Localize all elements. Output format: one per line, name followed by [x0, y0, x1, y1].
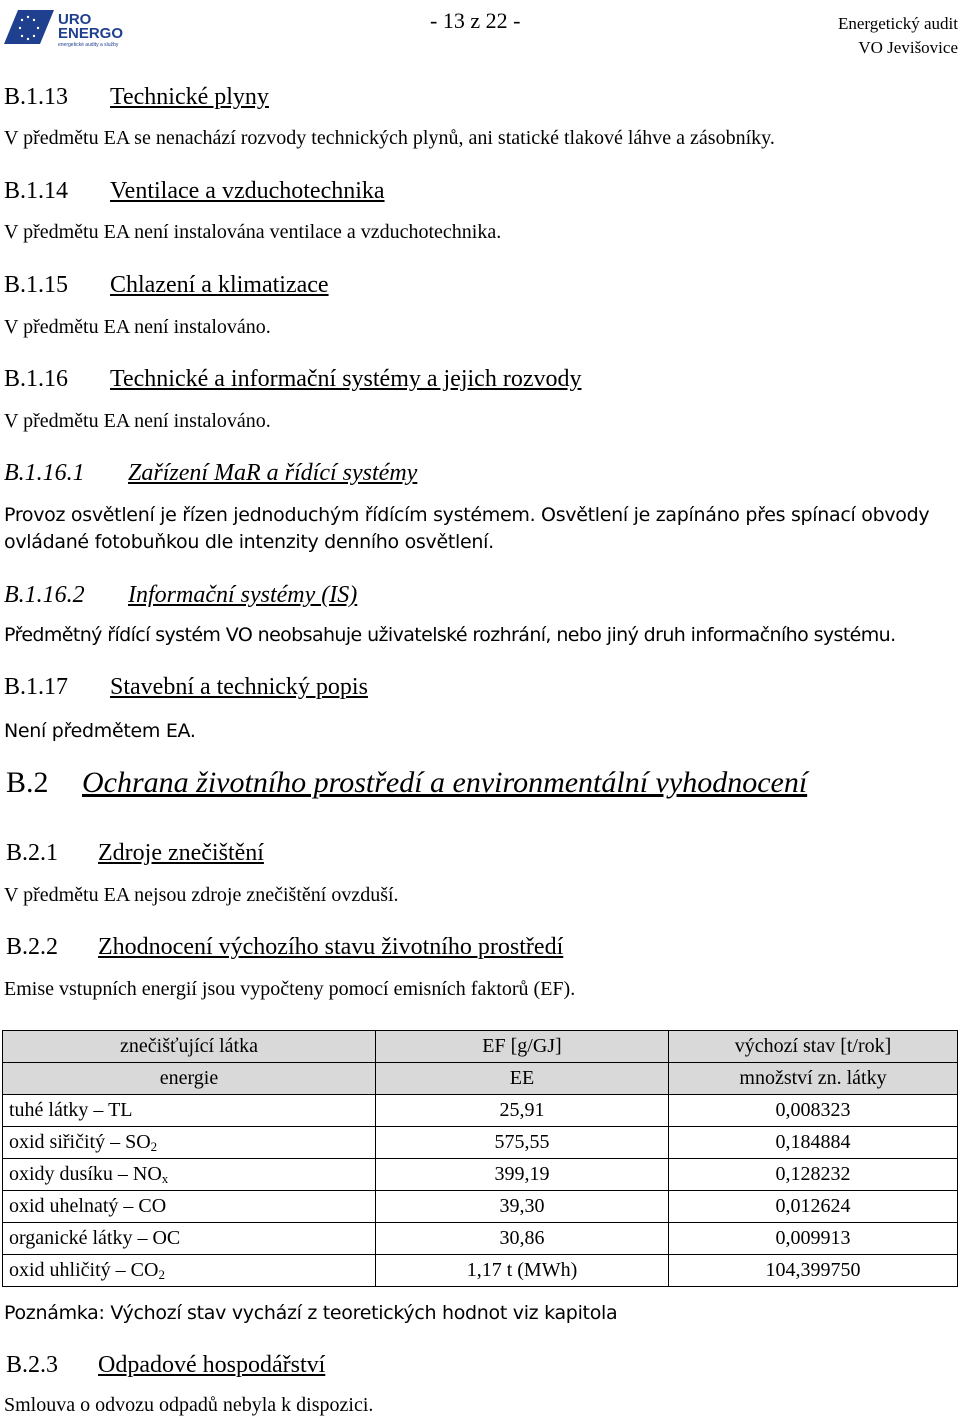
doc-subject: VO Jevišovice: [858, 38, 958, 57]
heading-b-1-16-1: [4, 460, 417, 487]
table-header-cell: znečišťující látka: [3, 1031, 376, 1063]
table-header-cell: EF [g/GJ]: [376, 1031, 669, 1063]
logo-text-1: URO: [58, 11, 92, 28]
logo-tagline: energetické audity a služby: [58, 42, 119, 48]
company-logo: [4, 6, 124, 48]
emission-table: [2, 1030, 958, 1287]
table-cell-ef: 1,17 t (MWh): [376, 1255, 669, 1287]
heading-b-2: [6, 766, 807, 800]
table-cell-ef: 39,30: [376, 1191, 669, 1223]
heading-title: Zdroje znečištění: [98, 840, 264, 866]
paragraph: Smlouva o odvozu odpadů nebyla k dispozici.: [4, 1394, 374, 1416]
table-row: [3, 1095, 958, 1127]
paragraph: V předmětu EA není instalováno.: [4, 316, 271, 338]
table-cell-value: 104,399750: [669, 1255, 958, 1287]
heading-title: Ochrana životního prostředí a environmentální vyhodnocení: [82, 766, 808, 799]
heading-number: B.1.15: [4, 272, 69, 298]
heading-b-2-2: [6, 934, 563, 961]
table-cell-ef: 25,91: [376, 1095, 669, 1127]
heading-number: B.2.1: [6, 840, 59, 866]
table-header-cell: výchozí stav [t/rok]: [669, 1031, 958, 1063]
heading-number: B.2: [6, 766, 49, 799]
heading-title: Technické plyny: [110, 84, 269, 110]
paragraph-line-1: Provoz osvětlení je řízen jednoduchým řídícím systémem. Osvětlení je zapínáno přes spínací obvody: [4, 504, 930, 526]
table-header-row: [3, 1063, 958, 1095]
table-cell-name: organické látky – OC: [3, 1223, 376, 1255]
heading-number: B.2.3: [6, 1352, 59, 1378]
heading-b-2-1: [6, 840, 264, 867]
doc-title: Energetický audit: [837, 14, 958, 33]
table-row: [3, 1223, 958, 1255]
heading-title: Odpadové hospodářství: [98, 1352, 326, 1378]
table-cell-value: 0,012624: [669, 1191, 958, 1223]
heading-b-2-3: [6, 1352, 325, 1379]
table-cell-value: 0,008323: [669, 1095, 958, 1127]
paragraph: Emise vstupních energií jsou vypočteny pomocí emisních faktorů (EF).: [4, 978, 576, 1000]
table-cell-name: oxid uhelnatý – CO: [3, 1191, 376, 1223]
table-row: [3, 1255, 958, 1287]
paragraph: Předmětný řídící systém VO neobsahuje uživatelské rozhrání, nebo jiný druh informačního systému.: [4, 624, 896, 646]
header-right: [838, 12, 958, 60]
table-cell-ef: 399,19: [376, 1159, 669, 1191]
paragraph: Není předmětem EA.: [4, 720, 196, 742]
heading-b-1-16-2: [4, 582, 357, 609]
heading-number: B.1.16.2: [4, 582, 85, 608]
heading-b-1-17: [4, 674, 368, 701]
heading-title: Stavební a technický popis: [110, 674, 368, 700]
table-row: [3, 1159, 958, 1191]
heading-title: Zařízení MaR a řídící systémy: [128, 460, 418, 486]
table-cell-ef: 575,55: [376, 1127, 669, 1159]
paragraph: V předmětu EA se nenachází rozvody technických plynů, ani statické tlakové láhve a zásobníky.: [4, 127, 775, 149]
heading-number: B.2.2: [6, 934, 59, 960]
table-note: Poznámka: Výchozí stav vychází z teoretických hodnot viz kapitola: [4, 1302, 618, 1324]
page-number: - 13 z 22 -: [430, 8, 521, 33]
table-cell-ef: 30,86: [376, 1223, 669, 1255]
heading-b-1-13: [4, 84, 269, 111]
heading-b-1-15: [4, 272, 329, 299]
heading-number: B.1.13: [4, 84, 69, 110]
heading-title: Chlazení a klimatizace: [110, 272, 329, 298]
table-cell-value: 0,128232: [669, 1159, 958, 1191]
paragraph-line-2: ovládané fotobuňkou dle intenzity denního osvětlení.: [4, 531, 494, 553]
table-header-cell: energie: [3, 1063, 376, 1095]
heading-title: Technické a informační systémy a jejich rozvody: [110, 366, 582, 392]
table-cell-value: 0,009913: [669, 1223, 958, 1255]
table-header-cell: množství zn. látky: [669, 1063, 958, 1095]
table-cell-name: oxid uhličitý – $CO_2$: [3, 1255, 376, 1287]
logo-text-2: ENERGO: [58, 25, 124, 42]
heading-number: B.1.17: [4, 674, 69, 700]
table-header-cell: EE: [376, 1063, 669, 1095]
heading-b-1-14: [4, 178, 385, 205]
heading-title: Zhodnocení výchozího stavu životního prostředí: [98, 934, 564, 960]
table-cell-name: oxidy dusíku – $NO_x$: [3, 1159, 376, 1191]
heading-number: B.1.16: [4, 366, 69, 392]
table-row: [3, 1191, 958, 1223]
table-row: [3, 1127, 958, 1159]
table-header-row: [3, 1031, 958, 1063]
heading-number: B.1.14: [4, 178, 69, 204]
heading-b-1-16: [4, 366, 581, 393]
table-cell-name: oxid siřičitý – $SO_2$: [3, 1127, 376, 1159]
table-cell-value: 0,184884: [669, 1127, 958, 1159]
paragraph: V předmětu EA nejsou zdroje znečištění ovzduší.: [4, 884, 399, 906]
paragraph: V předmětu EA není instalována ventilace a vzduchotechnika.: [4, 221, 502, 243]
heading-title: Informační systémy (IS): [128, 582, 358, 608]
heading-number: B.1.16.1: [4, 460, 85, 486]
table-cell-name: tuhé látky – TL: [3, 1095, 376, 1127]
heading-title: Ventilace a vzduchotechnika: [110, 178, 385, 204]
paragraph: V předmětu EA není instalováno.: [4, 410, 271, 432]
